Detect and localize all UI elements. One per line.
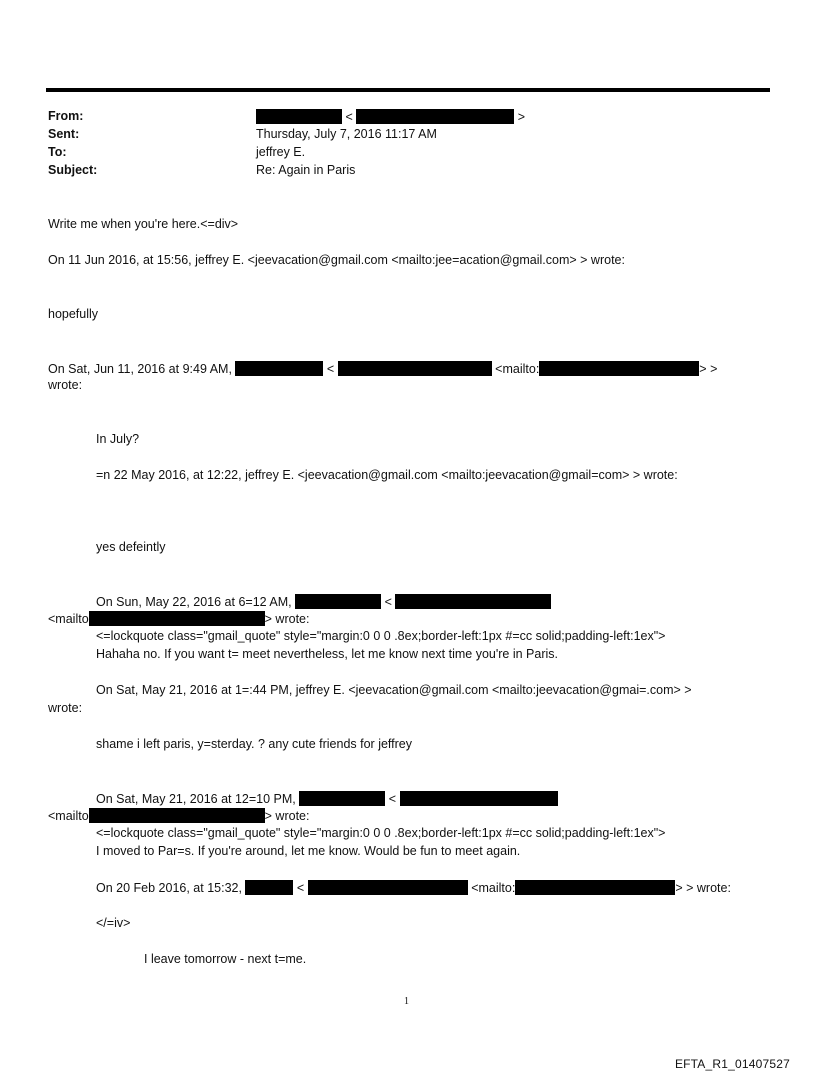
from-value <box>256 109 525 124</box>
redaction-block <box>539 361 699 376</box>
redaction-block <box>338 361 492 376</box>
body-line: Write me when you're here.<=div> <box>48 217 239 231</box>
angle-open: < <box>345 110 353 124</box>
body-line: On Sat, May 21, 2016 at 12=10 PM, < <box>96 791 558 806</box>
body-line: <=lockquote class="gmail_quote" style="margin:0 0 0 .8ex;border-left:1px #=cc solid;padding-left:1ex"> <box>96 826 666 840</box>
redaction-block <box>356 109 514 124</box>
body-line: </=iv> <box>96 916 131 930</box>
subject-value: Re: Again in Paris <box>256 163 356 177</box>
body-line: On Sun, May 22, 2016 at 6=12 AM, < <box>96 594 551 609</box>
body-line: yes defeintly <box>96 540 166 554</box>
body-line: hopefully <box>48 307 99 321</box>
body-line: On 11 Jun 2016, at 15:56, jeffrey E. <jeevacation@gmail.com <mailto:jee=acation@gmail.com> > wrote: <box>48 253 625 267</box>
redaction-block <box>400 791 558 806</box>
page-number: 1 <box>404 996 409 1007</box>
redaction-block <box>89 611 265 626</box>
body-line: I leave tomorrow - next t=me. <box>144 952 307 966</box>
body-line: On 20 Feb 2016, at 15:32, < <mailto: > > wrote: <box>96 881 731 895</box>
redaction-block <box>308 880 468 895</box>
body-line: =n 22 May 2016, at 12:22, jeffrey E. <jeevacation@gmail.com <mailto:jeevacation@gmail=com> > wrote: <box>96 468 678 482</box>
redaction-block <box>295 594 381 609</box>
body-line: I moved to Par=s. If you're around, let me know. Would be fun to meet again. <box>96 844 521 858</box>
body-line: <mailto > wrote: <box>48 612 310 626</box>
header-rule <box>46 88 770 92</box>
body-line: shame i left paris, y=sterday. ? any cute friends for jeffrey <box>96 737 413 751</box>
body-line: <mailto > wrote: <box>48 809 310 823</box>
to-value: jeffrey E. <box>256 145 306 159</box>
body-line: <=lockquote class="gmail_quote" style="margin:0 0 0 .8ex;border-left:1px #=cc solid;padding-left:1ex"> <box>96 629 666 643</box>
redaction-block <box>89 808 265 823</box>
body-line: In July? <box>96 432 140 446</box>
redaction-block <box>235 361 323 376</box>
document-id: EFTA_R1_01407527 <box>674 1057 790 1071</box>
body-line: Hahaha no. If you want t= meet nevertheless, let me know next time you're in Paris. <box>96 647 558 661</box>
sent-value: Thursday, July 7, 2016 11:17 AM <box>256 127 437 141</box>
sent-label: Sent: <box>48 127 80 141</box>
body-line: On Sat, May 21, 2016 at 1=:44 PM, jeffrey E. <jeevacation@gmail.com <mailto:jeevacation@gmai=.com> > <box>96 683 692 697</box>
from-label: From: <box>48 109 84 123</box>
body-line: On Sat, Jun 11, 2016 at 9:49 AM, < <mailto: > > <box>48 362 718 376</box>
redaction-block <box>245 880 293 895</box>
redaction-block <box>515 880 675 895</box>
body-line: wrote: <box>48 378 83 392</box>
redaction-block <box>256 109 342 124</box>
body-line: wrote: <box>48 701 83 715</box>
subject-label: Subject: <box>48 163 98 177</box>
redaction-block <box>299 791 385 806</box>
to-label: To: <box>48 145 67 159</box>
redaction-block <box>395 594 551 609</box>
angle-close: > <box>517 110 526 124</box>
